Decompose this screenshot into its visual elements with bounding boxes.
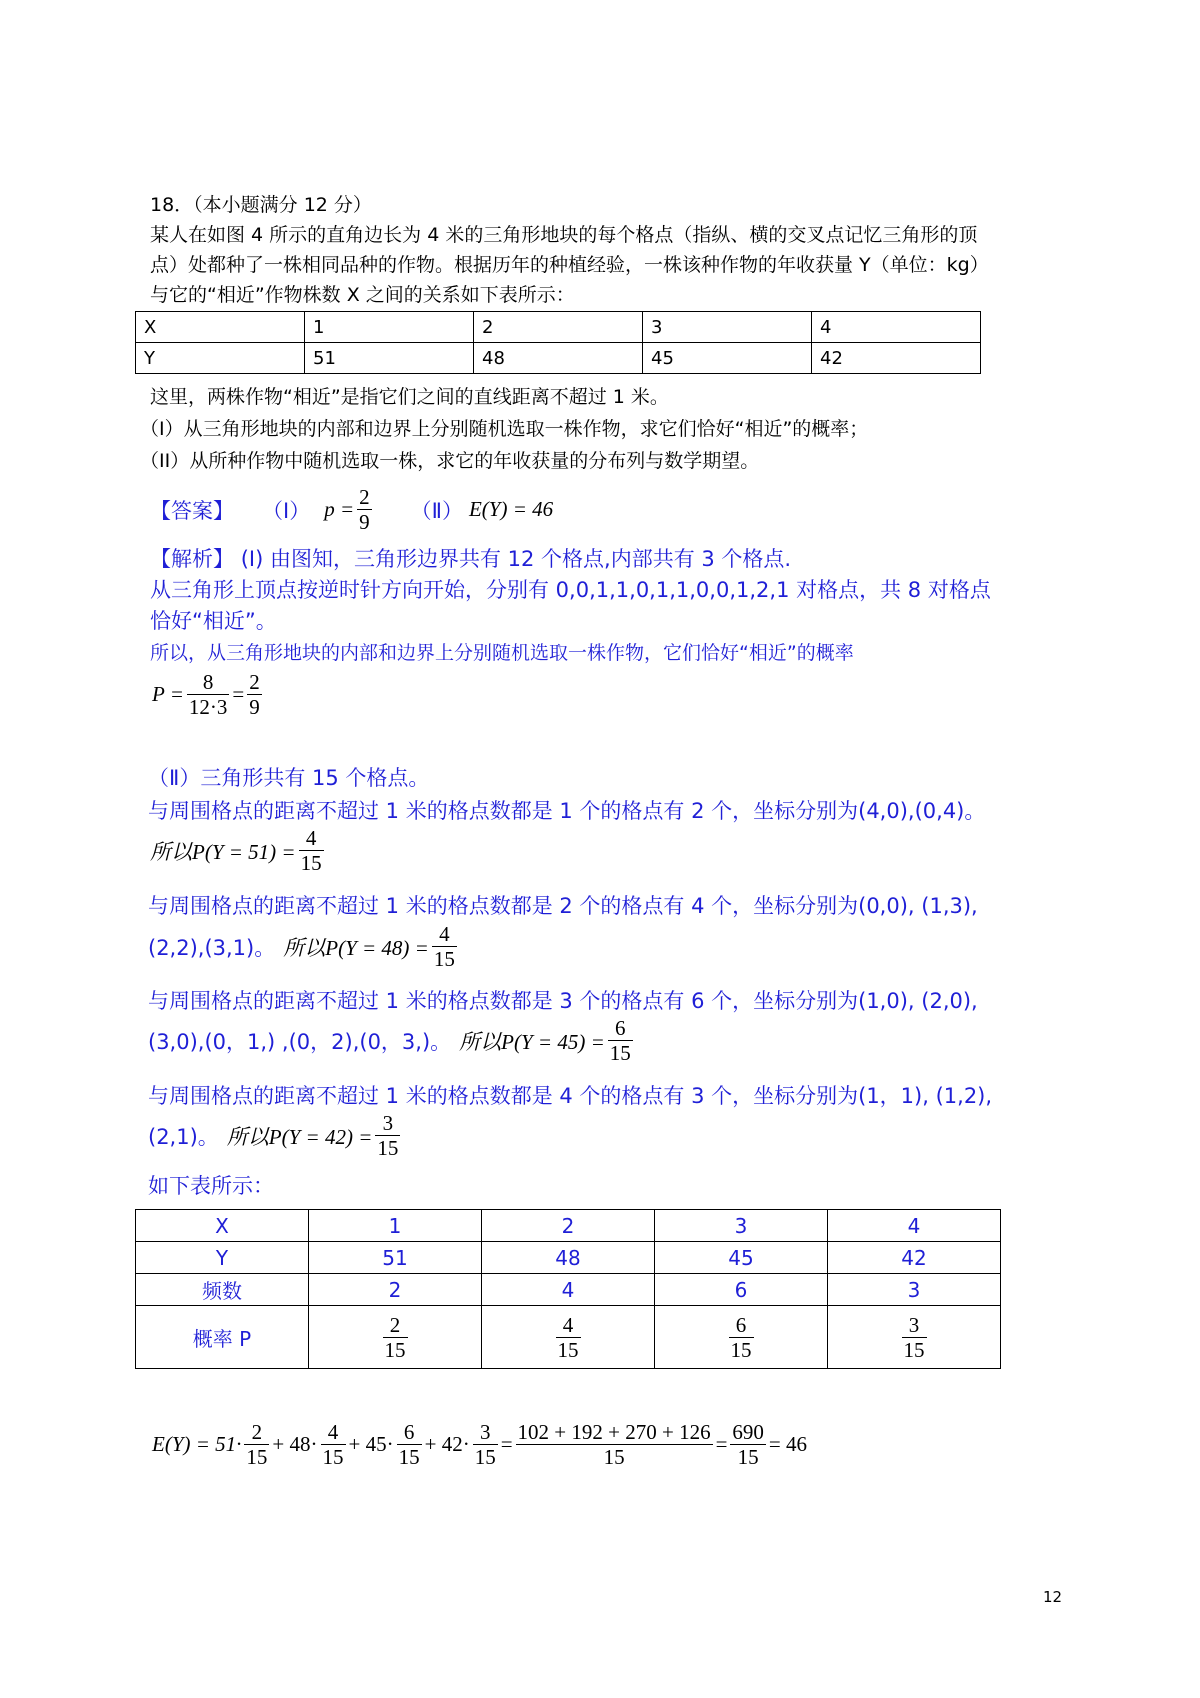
coordinates: (3,0),(0，1,) ,(0，2),(0，3,)。	[148, 1029, 452, 1054]
table-row	[136, 1242, 1001, 1274]
answer-fraction	[357, 485, 372, 534]
table-row	[136, 343, 981, 374]
fraction-numerator: 2	[383, 1313, 408, 1338]
prob-fraction	[432, 922, 457, 971]
question-line-2: 点）处都种了一株相同品种的作物。根据历年的种植经验，一株该种作物的年收获量 Y（单位：kg）	[150, 254, 989, 276]
term-fraction	[321, 1420, 346, 1469]
coordinates: (2,1)。	[148, 1124, 219, 1149]
question-table	[135, 311, 981, 374]
fraction-numerator: 6	[729, 1313, 754, 1338]
table-cell: 概率 P	[136, 1306, 309, 1369]
table-cell: Y	[136, 1242, 309, 1274]
table-cell: 3	[828, 1274, 1001, 1306]
prob-lhs: 所以P(Y = 45) =	[459, 1029, 605, 1054]
table-cell: X	[136, 312, 305, 343]
fraction-denominator: 15	[903, 1337, 925, 1362]
formula-equals: =	[232, 682, 245, 706]
prob-y45-line	[148, 1016, 636, 1065]
fraction-denominator: 15	[300, 851, 322, 875]
analysis-ii-line-3: 与周围格点的距离不超过 1 米的格点数都是 2 个的格点有 4 个，坐标分别为(0,0), (1,3),	[148, 894, 978, 918]
fraction-denominator: 9	[359, 510, 370, 534]
fraction-denominator: 15	[730, 1337, 752, 1362]
fraction-denominator: 15	[557, 1337, 579, 1362]
table-cell: 2	[474, 312, 643, 343]
page-number: 12	[1043, 1588, 1063, 1606]
question-note: 这里，两株作物“相近”是指它们之间的直线距离不超过 1 米。	[150, 386, 669, 408]
table-row	[136, 1306, 1001, 1369]
table-cell: 3	[643, 312, 812, 343]
coordinates: (2,2),(3,1)。	[148, 935, 276, 960]
table-cell: 1	[309, 1210, 482, 1242]
fraction-numerator: 6	[397, 1420, 422, 1445]
analysis-line-2: 从三角形上顶点按逆时针方向开始，分别有 0,0,1,1,0,1,1,0,0,1,2,1 对格点，共 8 对格点	[150, 578, 991, 602]
fraction-denominator: 15	[737, 1445, 759, 1469]
table-cell: 6	[655, 1274, 828, 1306]
fraction-denominator: 15	[474, 1445, 496, 1469]
result-fraction	[730, 1420, 766, 1469]
fraction-numerator: 4	[321, 1420, 346, 1445]
answer-p-lhs: p =	[324, 497, 355, 521]
table-cell: 51	[309, 1242, 482, 1274]
fraction-numerator: 6	[608, 1016, 633, 1041]
answer-line	[150, 485, 553, 534]
prob-fraction	[383, 1313, 408, 1362]
expectation-formula	[152, 1420, 807, 1469]
question-part-1: （I）从三角形地块的内部和边界上分别随机选取一株作物，求它们恰好“相近”的概率；	[140, 418, 869, 440]
analysis-ii-line-1: （Ⅱ）三角形共有 15 个格点。	[148, 766, 430, 790]
table-row	[136, 312, 981, 343]
fraction-numerator: 4	[299, 826, 324, 851]
table-cell: 42	[828, 1242, 1001, 1274]
formula-operator: + 45·	[348, 1432, 394, 1456]
formula-operator: + 48·	[272, 1432, 318, 1456]
analysis-ii-line-5: 与周围格点的距离不超过 1 米的格点数都是 4 个的格点有 3 个，坐标分别为(1，1), (1,2),	[148, 1084, 993, 1108]
table-cell: 45	[643, 343, 812, 374]
formula-equals: =	[715, 1432, 728, 1456]
prob-lhs: 所以P(Y = 48) =	[283, 935, 429, 960]
analysis-tag: 【解析】	[150, 547, 234, 571]
fraction-numerator: 4	[556, 1313, 581, 1338]
answer-part-2-label: （Ⅱ）	[410, 498, 463, 523]
term-fraction	[244, 1420, 269, 1469]
table-cell: 51	[305, 343, 474, 374]
analysis-text: (Ⅰ) 由图知，三角形边界共有 12 个格点,内部共有 3 个格点.	[240, 547, 792, 571]
table-cell: 45	[655, 1242, 828, 1274]
table-cell	[309, 1306, 482, 1369]
fraction-numerator: 8	[187, 670, 230, 695]
formula-lhs: P =	[152, 682, 184, 706]
prob-y48-line	[148, 922, 460, 971]
fraction-numerator: 690	[732, 1420, 764, 1444]
prob-lhs: 所以P(Y = 51) =	[150, 839, 296, 864]
fraction-denominator: 15	[433, 947, 455, 971]
formula-fraction	[187, 670, 230, 719]
prob-y42-line	[148, 1111, 403, 1160]
table-cell: X	[136, 1210, 309, 1242]
question-line-1: 某人在如图 4 所示的直角边长为 4 米的三角形地块的每个格点（指纵、横的交叉点记忆三角形的顶	[150, 224, 978, 246]
formula-result: = 46	[768, 1432, 808, 1456]
analysis-ii-line-4: 与周围格点的距离不超过 1 米的格点数都是 3 个的格点有 6 个，坐标分别为(1,0), (2,0),	[148, 989, 978, 1013]
fraction-denominator: 15	[398, 1445, 420, 1469]
analysis-line-1	[150, 543, 791, 573]
answer-expectation: E(Y) = 46	[468, 497, 554, 521]
fraction-numerator: 3	[902, 1313, 927, 1338]
fraction-numerator: 102 + 192 + 270 + 126	[517, 1420, 711, 1444]
prob-fraction	[608, 1016, 633, 1065]
formula-operator: + 42·	[424, 1432, 470, 1456]
prob-lhs: 所以P(Y = 42) =	[226, 1124, 373, 1149]
table-cell	[828, 1306, 1001, 1369]
analysis-line-3: 恰好“相近”。	[150, 609, 277, 633]
question-number: 18．（本小题满分 12 分）	[150, 194, 372, 216]
fraction-denominator: 15	[384, 1337, 406, 1362]
fraction-numerator: 2	[249, 670, 260, 694]
term-fraction	[397, 1420, 422, 1469]
table-cell: Y	[136, 343, 305, 374]
fraction-denominator: 15	[609, 1041, 631, 1065]
table-cell: 2	[309, 1274, 482, 1306]
table-cell	[482, 1306, 655, 1369]
question-part-2: （II）从所种作物中随机选取一株，求它的年收获量的分布列与数学期望。	[140, 450, 760, 472]
fraction-denominator: 15	[377, 1136, 399, 1160]
table-cell: 4	[812, 312, 981, 343]
fraction-denominator: 9	[249, 695, 260, 719]
table-cell: 48	[474, 343, 643, 374]
table-cell: 3	[655, 1210, 828, 1242]
fraction-denominator: 12·3	[188, 695, 228, 719]
table-cell: 4	[482, 1274, 655, 1306]
answer-part-1-label: （Ⅰ）	[262, 498, 311, 523]
table-cell: 4	[828, 1210, 1001, 1242]
term-fraction	[473, 1420, 498, 1469]
answer-tag: 【答案】	[150, 498, 234, 523]
distribution-table	[135, 1209, 1001, 1369]
fraction-numerator: 4	[432, 922, 457, 947]
table-cell: 42	[812, 343, 981, 374]
prob-fraction	[556, 1313, 581, 1362]
prob-fraction	[729, 1313, 754, 1362]
analysis-line-4: 所以，从三角形地块的内部和边界上分别随机选取一株作物，它们恰好“相近”的概率	[150, 642, 854, 664]
fraction-denominator: 15	[246, 1445, 268, 1469]
table-intro: 如下表所示：	[148, 1174, 274, 1198]
table-row	[136, 1274, 1001, 1306]
table-cell: 2	[482, 1210, 655, 1242]
formula-equals: =	[500, 1432, 513, 1456]
table-cell	[655, 1306, 828, 1369]
formula-lhs: E(Y) = 51·	[152, 1432, 242, 1456]
fraction-numerator: 3	[375, 1111, 400, 1136]
fraction-denominator: 15	[322, 1445, 344, 1469]
fraction-numerator: 3	[473, 1420, 498, 1445]
table-cell: 48	[482, 1242, 655, 1274]
table-row	[136, 1210, 1001, 1242]
prob-y51	[150, 826, 327, 875]
analysis-ii-line-2: 与周围格点的距离不超过 1 米的格点数都是 1 个的格点有 2 个，坐标分别为(4,0),(0,4)。	[148, 799, 986, 823]
prob-fraction	[299, 826, 324, 875]
table-cell: 频数	[136, 1274, 309, 1306]
fraction-numerator: 2	[244, 1420, 269, 1445]
sum-fraction	[516, 1420, 713, 1469]
formula-fraction	[247, 670, 262, 719]
prob-fraction	[902, 1313, 927, 1362]
fraction-denominator: 15	[603, 1445, 625, 1469]
fraction-numerator: 2	[359, 485, 370, 509]
question-line-3: 与它的“相近”作物株数 X 之间的关系如下表所示：	[150, 284, 575, 306]
prob-fraction	[375, 1111, 400, 1160]
table-cell: 1	[305, 312, 474, 343]
probability-formula	[152, 670, 265, 719]
